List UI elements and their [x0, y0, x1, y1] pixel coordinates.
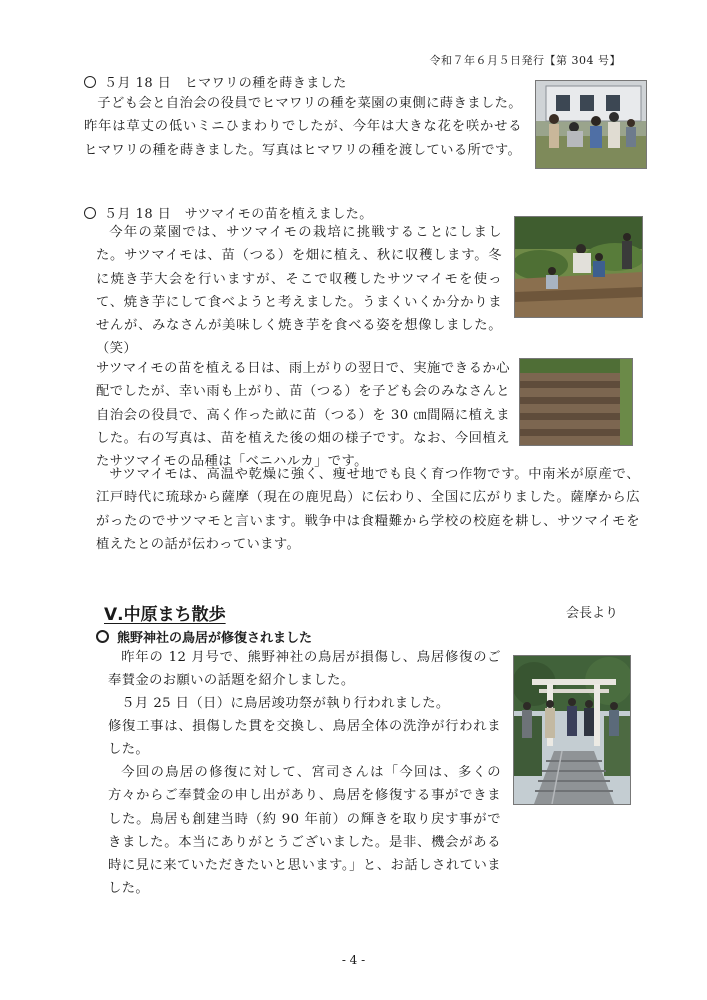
shrine-paragraph-3: 修復工事は、損傷した貫を交換し、鳥居全体の洗浄が行われました。: [108, 719, 501, 758]
shrine-paragraph-1: 昨年の 12 月号で、熊野神社の鳥居が損傷し、鳥居修復のご奉賛金のお願いの話題を紹介しました。: [108, 650, 501, 689]
section-heading: Ⅴ.中原まち散歩: [104, 605, 226, 625]
shrine-paragraph-2: ５月 25 日（日）に鳥居竣功祭が執り行われました。: [121, 696, 450, 711]
planted-field-photo: [519, 358, 633, 446]
shrine-subtitle: 熊野神社の鳥居が修復されました: [96, 627, 312, 646]
section-byline: 会長より: [566, 606, 619, 621]
issue-header: 令和７年６月５日発行【第 304 号】: [429, 54, 621, 67]
sweet-potato-paragraph-2: サツマイモの苗を植える日は、雨上がりの翌日で、実施できるか心配でしたが、幸い雨も上がり、苗（つる）を子ども会のみなさんと自治会の役員で、高く作った畝に苗（つる）を 30 ㎝間隔に植えました。右の写真は、苗を植えた後の畑の様子です。なお、今回植えたサツマイモの品種は「ベニハルカ」です。: [96, 361, 510, 470]
item-title-sweet-potato: ５月 18 日 サツマイモの苗を植えました。: [84, 203, 373, 222]
shrine-paragraph-4: 今回の鳥居の修復に対して、宮司さんは「今回は、多くの方々からご奉賛金の申し出があり、鳥居を修復する事ができました。鳥居も創建当時（約 90 年前）の輝きを取り戻す事ができました。本当にありがとうございました。是非、機会がある時に見に来ていただきたいと思います。」と、お話しされていました。: [108, 765, 501, 897]
circle-bullet-icon: [84, 207, 96, 219]
sunflower-paragraph: 子ども会と自治会の役員でヒマワリの種を菜園の東側に蒔きました。昨年は草丈の低いミニひまわりでしたが、今年は大きな花を咲かせるヒマワリの種を蒔きました。写真はヒマワリの種を渡している所です。: [84, 96, 522, 158]
torii-gate-photo: [513, 655, 631, 805]
item-title-sunflower: ５月 18 日 ヒマワリの種を蒔きました: [84, 72, 347, 91]
circle-bullet-icon: [84, 76, 96, 88]
circle-bullet-icon: [96, 630, 109, 643]
sweet-potato-planting-photo: [514, 216, 643, 318]
page-number: - 4 -: [341, 953, 366, 967]
sweet-potato-paragraph-1: 今年の菜園では、サツマイモの栽培に挑戦することにしました。サツマイモは、苗（つる）を畑に植え、秋に収穫します。冬に焼き芋大会を行いますが、そこで収穫したサツマイモを使って、焼き芋にして食べようと考えました。うまくいくか分かりませんが、みなさんが美味しく焼き芋を食べる姿を想像しました。（笑）: [96, 225, 502, 357]
sunflower-planting-photo: [535, 80, 647, 169]
sweet-potato-paragraph-3: サツマイモは、高温や乾燥に強く、痩せ地でも良く育つ作物です。中南米が原産で、江戸時代に琉球から薩摩（現在の鹿児島）に伝わり、全国に広がりました。薩摩から広がったのでサツマモと言います。戦争中は食糧難から学校の校庭を耕し、サツマイモを植えたとの話が伝わっています。: [96, 467, 640, 552]
